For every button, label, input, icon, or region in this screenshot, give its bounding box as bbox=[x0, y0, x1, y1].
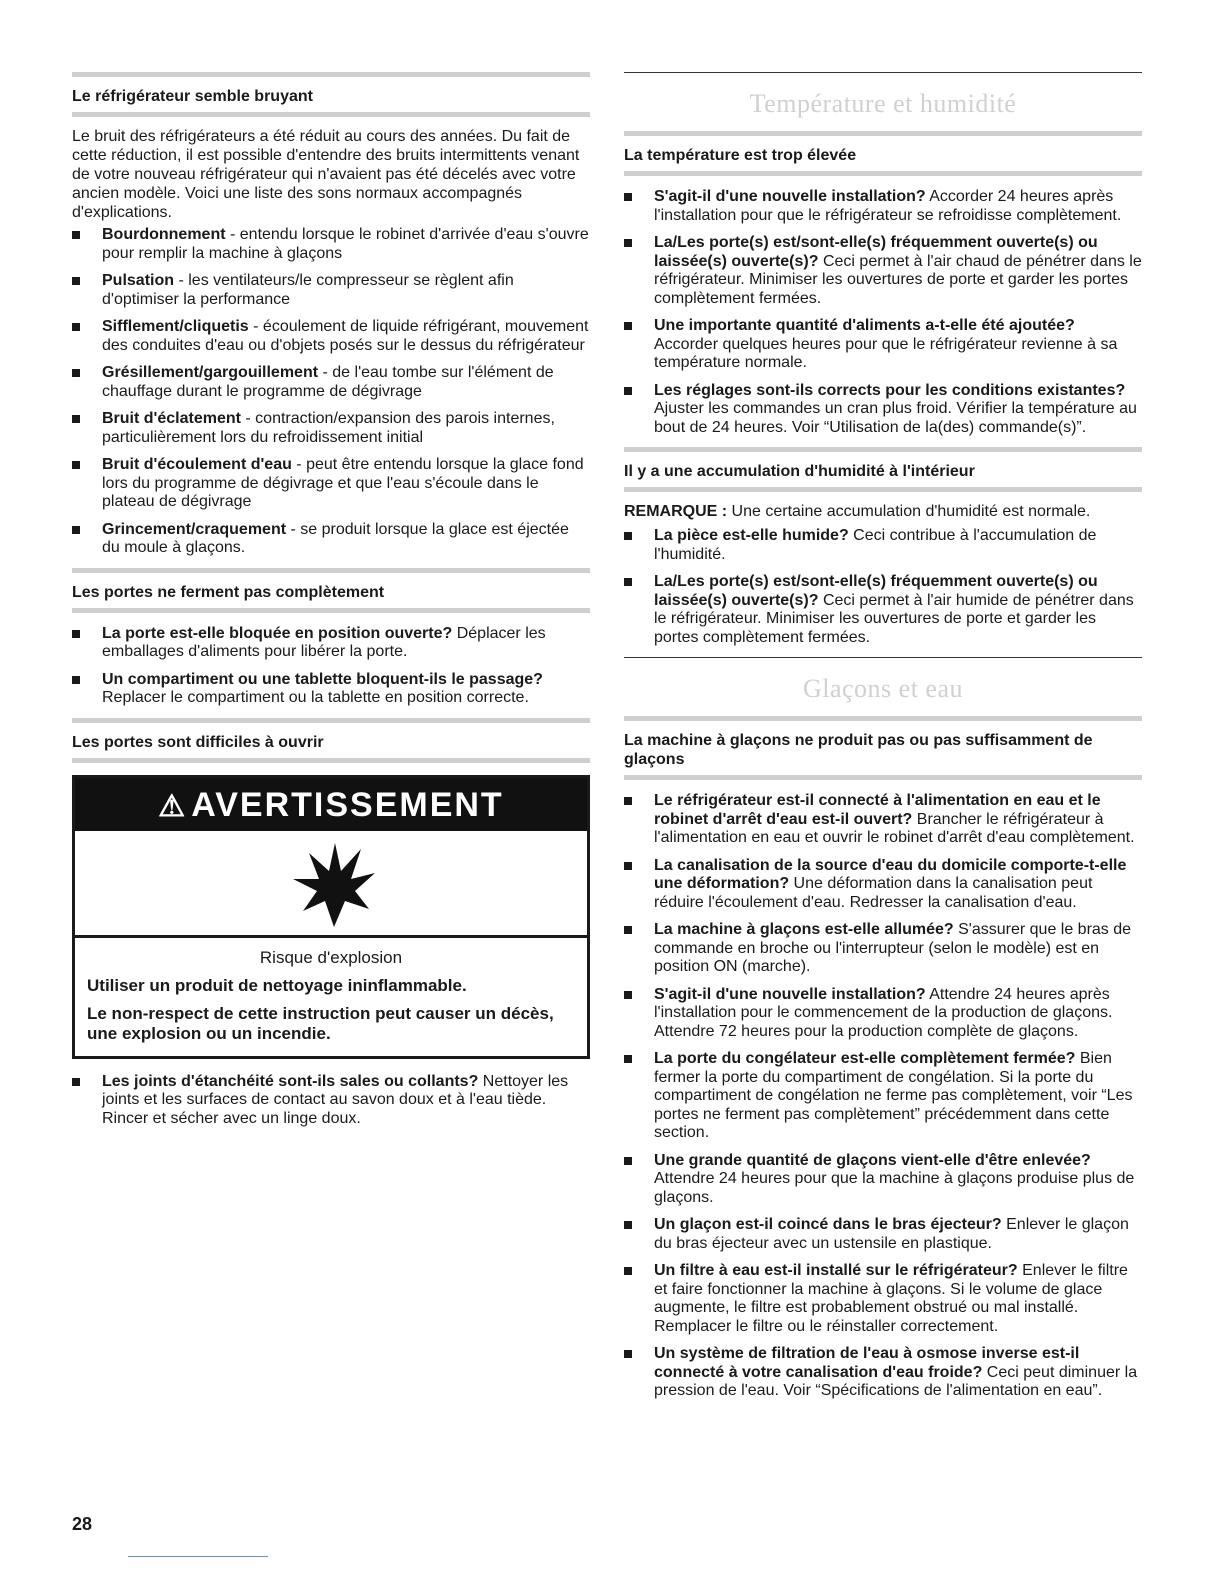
bullet-icon bbox=[72, 630, 80, 638]
bullet-icon bbox=[72, 526, 80, 534]
item-answer: Déplacer les emballages d'aliments pour libérer la porte. bbox=[102, 624, 546, 660]
item-answer: Accorder 24 heures après l'installation pour que le réfrigérateur se refroidisse complètement. bbox=[654, 188, 1122, 224]
list-item bbox=[72, 364, 590, 401]
bullet-icon bbox=[624, 387, 632, 395]
list-item bbox=[624, 382, 1142, 438]
ice-maker-list bbox=[624, 792, 1142, 1401]
bullet-icon bbox=[624, 578, 632, 586]
item-question: Bruit d'écoulement d'eau bbox=[102, 456, 292, 473]
right-column bbox=[624, 72, 1142, 1411]
list-item bbox=[624, 188, 1142, 225]
item-question: Une grande quantité de glaçons vient-elle d'être enlevée? bbox=[654, 1151, 1091, 1169]
list-item bbox=[72, 625, 590, 662]
bullet-icon bbox=[72, 415, 80, 423]
explosion-icon-area bbox=[75, 831, 587, 938]
list-item bbox=[72, 272, 590, 309]
item-question: Un filtre à eau est-il installé sur le réfrigérateur? bbox=[654, 1262, 1018, 1279]
warning-risk: Risque d'explosion bbox=[259, 947, 403, 967]
item-answer: Bien fermer la porte du compartiment de congélation. Si la porte du compartiment de congélation ne ferme pas complètement, voir “Les portes ne ferment pas complètement” précédemment dans cette section. bbox=[654, 1050, 1133, 1141]
section-heading: La température est trop élevée bbox=[624, 131, 1142, 176]
bullet-icon bbox=[624, 239, 632, 247]
item-question: Grésillement/gargouillement bbox=[102, 364, 319, 381]
list-item bbox=[72, 318, 590, 355]
bullet-icon bbox=[624, 1157, 632, 1165]
bullet-icon bbox=[72, 277, 80, 285]
item-question: Bourdonnement bbox=[102, 226, 226, 243]
item-answer: - de l'eau tombe sur l'élément de chauffage durant le programme de dégivrage bbox=[102, 364, 554, 400]
item-question: La/Les porte(s) est/sont-elle(s) fréquemment ouverte(s) ou laissée(s) ouverte(s)? bbox=[654, 234, 1098, 270]
bullet-icon bbox=[624, 322, 632, 330]
list-item bbox=[72, 671, 590, 708]
item-question: La/Les porte(s) est/sont-elle(s) fréquemment ouverte(s) ou laissée(s) ouverte(s)? bbox=[654, 573, 1098, 609]
item-question: La machine à glaçons est-elle allumée? bbox=[654, 921, 954, 938]
noise-list bbox=[72, 226, 590, 558]
explosion-icon bbox=[289, 839, 379, 929]
warning-triangle-icon: ⚠ bbox=[158, 789, 188, 823]
item-answer: Ceci permet à l'air chaud de pénétrer dans le réfrigérateur. Minimiser les ouvertures de porte et garder les portes complètement fermées. bbox=[654, 252, 1142, 307]
humidity-list bbox=[624, 527, 1142, 647]
temperature-list bbox=[624, 188, 1142, 437]
footer-rule bbox=[128, 1556, 268, 1557]
doors-close-list bbox=[72, 625, 590, 708]
item-answer: - entendu lorsque le robinet d'arrivée d'eau s'ouvre pour remplir la machine à glaçons bbox=[102, 226, 589, 262]
intro-paragraph: Le bruit des réfrigérateurs a été réduit au cours des années. Du fait de cette réduction, il est possible d'entendre des bruits intermittents venant de votre nouveau réfrigérateur qui n'avaient pas été décelés avec votre ancien modèle. Voici une liste des sons normaux accompagnés d'explications. bbox=[72, 128, 580, 221]
item-question: La canalisation de la source d'eau du domicile comporte-t-elle une déformation? bbox=[654, 856, 1127, 892]
item-answer: Ceci peut diminuer la pression de l'eau. Voir “Spécifications de l'alimentation en eau”. bbox=[654, 1363, 1138, 1399]
section-heading: Les portes sont difficiles à ouvrir bbox=[72, 718, 590, 763]
bullet-icon bbox=[72, 676, 80, 684]
item-answer: Ceci contribue à l'accumulation de l'humidité. bbox=[654, 527, 1097, 563]
bullet-icon bbox=[624, 1221, 632, 1229]
warning-consequence: Le non-respect de cette instruction peut causer un décès, une explosion ou un incendie. bbox=[87, 1003, 554, 1043]
bullet-icon bbox=[624, 797, 632, 805]
item-answer: Enlever le filtre et faire fonctionner la machine à glaçons. Si le volume de glace augmente, le filtre est probablement obstrué ou mal installé. Remplacer le filtre ou le réinstaller correctement. bbox=[654, 1262, 1128, 1335]
warning-box bbox=[72, 775, 590, 1059]
item-answer: Ajuster les commandes un cran plus froid. Vérifier la température au bout de 24 heures. Voir “Utilisation de la(des) commande(s)”. bbox=[654, 400, 1137, 436]
bullet-icon bbox=[624, 991, 632, 999]
item-answer: Enlever le glaçon du bras éjecteur avec un ustensile en plastique. bbox=[654, 1216, 1129, 1252]
list-item bbox=[72, 456, 590, 512]
item-question: Les joints d'étanchéité sont-ils sales ou collants? bbox=[102, 1072, 479, 1090]
band-title: Température et humidité bbox=[624, 72, 1142, 131]
bullet-icon bbox=[624, 193, 632, 201]
item-question: Bruit d'éclatement bbox=[102, 410, 241, 427]
section-heading: Le réfrigérateur semble bruyant bbox=[72, 72, 590, 117]
warning-instruction: Utiliser un produit de nettoyage ininflammable. bbox=[87, 975, 467, 995]
item-question: La pièce est-elle humide? bbox=[654, 527, 849, 544]
item-answer: Une déformation dans la canalisation peut réduire l'écoulement d'eau. Redresser la canalisation d'eau. bbox=[654, 875, 1093, 911]
list-item bbox=[624, 1262, 1142, 1336]
list-item bbox=[624, 1216, 1142, 1253]
item-answer: Replacer le compartiment ou la tablette en position correcte. bbox=[102, 689, 529, 706]
bullet-icon bbox=[624, 926, 632, 934]
bullet-icon bbox=[624, 532, 632, 540]
item-question: S'agit-il d'une nouvelle installation? bbox=[654, 188, 926, 205]
bullet-icon bbox=[624, 862, 632, 870]
list-item bbox=[72, 226, 590, 263]
bullet-icon bbox=[624, 1350, 632, 1358]
section-heading: Les portes ne ferment pas complètement bbox=[72, 568, 590, 613]
item-answer: - peut être entendu lorsque la glace fond lors du programme de dégivrage et que l'eau s'écoule dans le plateau de dégivrage bbox=[102, 456, 584, 510]
item-answer: - contraction/expansion des parois internes, particulièrement lors du refroidissement initial bbox=[102, 410, 555, 446]
item-question: Les réglages sont-ils corrects pour les conditions existantes? bbox=[654, 381, 1126, 399]
item-question: Un compartiment ou une tablette bloquent-ils le passage? bbox=[102, 670, 543, 688]
note: REMARQUE : Une certaine accumulation d'humidité est normale. bbox=[624, 503, 1091, 520]
item-answer: S'assurer que le bras de commande en broche ou l'interrupteur (selon le modèle) est en position ON (marche). bbox=[654, 921, 1132, 975]
bullet-icon bbox=[624, 1055, 632, 1063]
list-item bbox=[624, 1345, 1142, 1401]
list-item bbox=[624, 1152, 1142, 1208]
warning-header: ⚠ AVERTISSEMENT bbox=[75, 778, 587, 831]
item-question: Une importante quantité d'aliments a-t-elle été ajoutée? bbox=[654, 317, 1075, 334]
item-question: Grincement/craquement bbox=[102, 520, 287, 538]
list-item bbox=[624, 857, 1142, 913]
item-answer: Brancher le réfrigérateur à l'alimentation en eau et ouvrir le robinet d'arrêt d'eau complètement. bbox=[654, 810, 1135, 846]
list-item bbox=[624, 317, 1142, 373]
item-answer: Attendre 24 heures après l'installation pour le commencement de la production de glaçons. Attendre 72 heures pour la production complète de glaçons. bbox=[654, 985, 1113, 1040]
bullet-icon bbox=[624, 1267, 632, 1275]
bullet-icon bbox=[72, 369, 80, 377]
list-item bbox=[72, 1073, 590, 1129]
list-item bbox=[624, 921, 1142, 977]
band-title: Glaçons et eau bbox=[624, 657, 1142, 716]
item-question: Un glaçon est-il coincé dans le bras éjecteur? bbox=[654, 1216, 1002, 1233]
doors-open-list bbox=[72, 1073, 590, 1129]
item-question: Pulsation bbox=[102, 272, 175, 289]
item-question: Un système de filtration de l'eau à osmose inverse est-il connecté à votre canalisation d'eau froide? bbox=[654, 1345, 1080, 1381]
warning-body bbox=[75, 938, 587, 1056]
item-answer: Nettoyer les joints et les surfaces de contact au savon doux et à l'eau tiède. Rincer et sécher avec un linge doux. bbox=[102, 1072, 569, 1127]
list-item bbox=[624, 234, 1142, 308]
list-item bbox=[624, 527, 1142, 564]
item-answer: - se produit lorsque la glace est éjectée du moule à glaçons. bbox=[102, 520, 569, 556]
list-item bbox=[624, 792, 1142, 848]
list-item bbox=[72, 521, 590, 558]
list-item bbox=[624, 573, 1142, 647]
list-item bbox=[72, 410, 590, 447]
item-answer: Ceci permet à l'air humide de pénétrer dans le réfrigérateur. Minimiser les ouvertures de porte et garder les portes complètement fermées. bbox=[654, 591, 1134, 646]
item-answer: Attendre 24 heures pour que la machine à glaçons produise plus de glaçons. bbox=[654, 1170, 1135, 1206]
item-answer: - écoulement de liquide réfrigérant, mouvement des conduites d'eau ou d'objets posés sur le dessus du réfrigérateur bbox=[102, 318, 589, 354]
item-answer: Accorder quelques heures pour que le réfrigérateur revienne à sa température normale. bbox=[654, 335, 1118, 371]
bullet-icon bbox=[72, 1078, 80, 1086]
item-question: S'agit-il d'une nouvelle installation? bbox=[654, 985, 926, 1003]
section-heading: Il y a une accumulation d'humidité à l'intérieur bbox=[624, 447, 1142, 492]
item-question: Le réfrigérateur est-il connecté à l'alimentation en eau et le robinet d'arrêt d'eau est-il ouvert? bbox=[654, 792, 1101, 828]
list-item bbox=[624, 1050, 1142, 1143]
bullet-icon bbox=[72, 231, 80, 239]
bullet-icon bbox=[72, 323, 80, 331]
item-answer: - les ventilateurs/le compresseur se règlent afin d'optimiser la performance bbox=[102, 272, 514, 308]
list-item bbox=[624, 986, 1142, 1042]
item-question: La porte est-elle bloquée en position ouverte? bbox=[102, 624, 453, 642]
left-column bbox=[72, 72, 590, 1138]
page-number: 28 bbox=[72, 1514, 93, 1534]
item-question: Sifflement/cliquetis bbox=[102, 318, 249, 335]
item-question: La porte du congélateur est-elle complètement fermée? bbox=[654, 1050, 1076, 1067]
section-heading: La machine à glaçons ne produit pas ou pas suffisamment de glaçons bbox=[624, 716, 1142, 780]
bullet-icon bbox=[72, 461, 80, 469]
